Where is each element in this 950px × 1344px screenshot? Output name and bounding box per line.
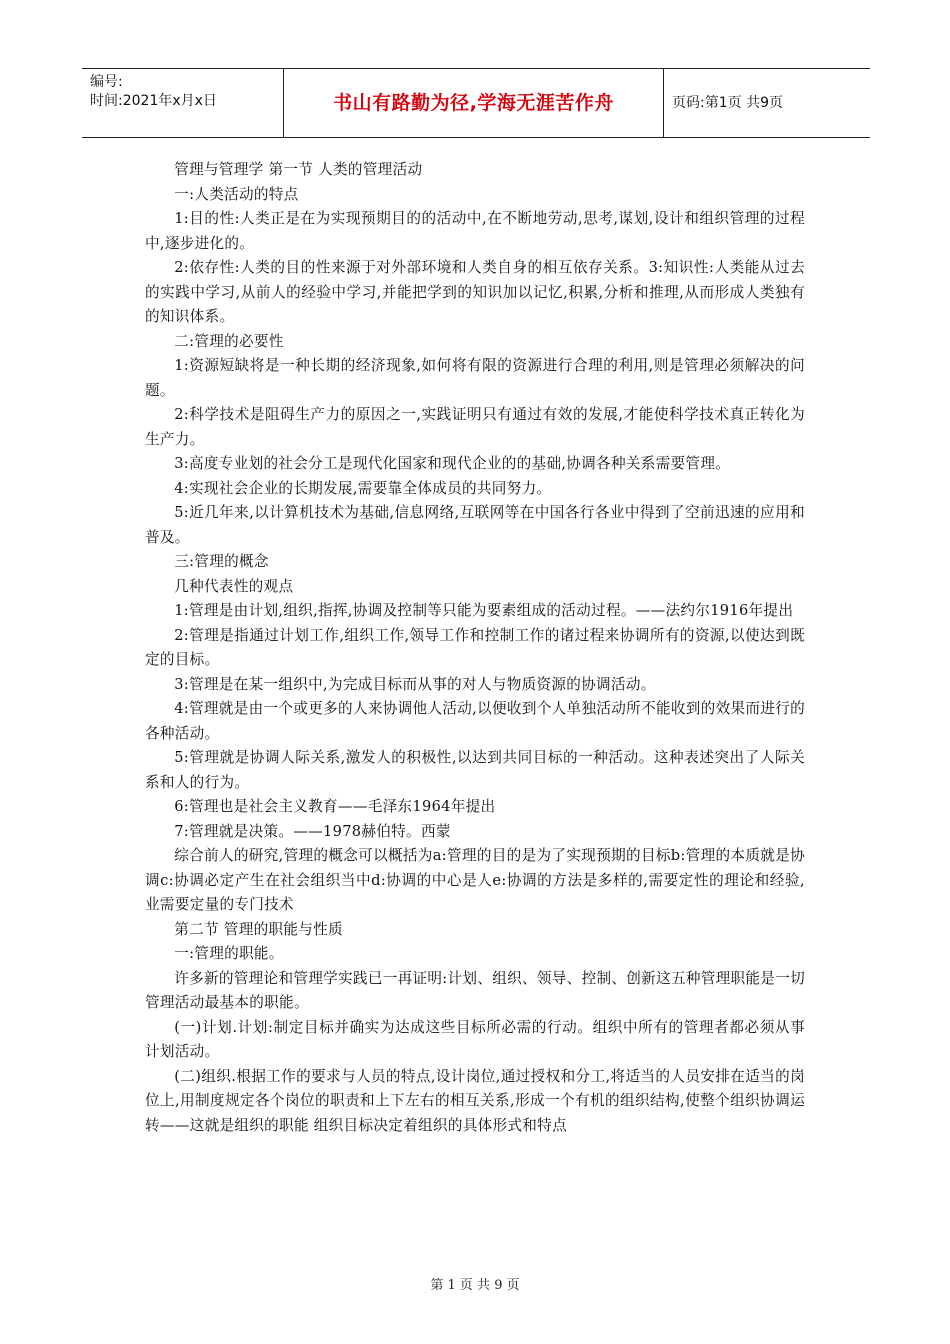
paragraph: 6:管理也是社会主义教育——毛泽东1964年提出 xyxy=(174,798,496,815)
subsection-heading: 三:管理的概念 xyxy=(174,553,269,570)
page-header xyxy=(82,68,870,138)
header-motto: 书山有路勤为径,学海无涯苦作舟 xyxy=(333,92,614,114)
subsection-heading: 一:管理的职能。 xyxy=(174,945,284,962)
document-number-label: 编号: xyxy=(90,74,123,90)
paragraph: 1:目的性:人类正是在为实现预期目的的活动中,在不断地劳动,思考,谋划,设计和组织管理的过程中,逐步进化的。 xyxy=(145,210,805,252)
paragraph: 5:管理就是协调人际关系,激发人的积极性,以达到共同目标的一种活动。这种表述突出了人际关系和人的行为。 xyxy=(145,749,805,791)
section-title: 管理与管理学 第一节 人类的管理活动 xyxy=(174,161,423,178)
document-date-label: 时间:2021年x月x日 xyxy=(90,93,217,109)
paragraph: 4:管理就是由一个或更多的人来协调他人活动,以便收到个人单独活动所不能收到的效果而进行的各种活动。 xyxy=(145,700,805,742)
paragraph: 7:管理就是决策。——1978赫伯特。西蒙 xyxy=(174,822,451,840)
page-footer: 第 1 页 共 9 页 xyxy=(430,1278,520,1293)
subsection-heading: 二:管理的必要性 xyxy=(174,332,284,350)
paragraph: 2:科学技术是阻碍生产力的原因之一,实践证明只有通过有效的发展,才能使科学技术真正转化为生产力。 xyxy=(145,406,805,448)
section-title: 第二节 管理的职能与性质 xyxy=(174,920,343,938)
paragraph: 1:管理是由计划,组织,指挥,协调及控制等只能为要素组成的活动过程。——法约尔1916年提出 xyxy=(174,602,794,619)
header-page-info: 页码:第1页 共9页 xyxy=(672,95,783,111)
paragraph: 1:资源短缺将是一种长期的经济现象,如何将有限的资源进行合理的利用,则是管理必须解决的问题。 xyxy=(145,357,805,399)
paragraph: 5:近几年来,以计算机技术为基础,信息网络,互联网等在中国各行各业中得到了空前迅速的应用和普及。 xyxy=(145,504,805,546)
header-meta xyxy=(82,69,283,137)
paragraph: 综合前人的研究,管理的概念可以概括为a:管理的目的是为了实现预期的目标b:管理的本质就是协调c:协调必定产生在社会组织当中d:协调的中心是人e:协调的方法是多样的,需要定性的理论和经验,业需要定量的专门技术 xyxy=(145,847,805,913)
paragraph: 几种代表性的观点 xyxy=(174,577,294,595)
subsection-heading: 一:人类活动的特点 xyxy=(174,185,299,203)
paragraph: 许多新的管理论和管理学实践已一再证明:计划、组织、领导、控制、创新这五种管理职能是一切管理活动最基本的职能。 xyxy=(145,969,805,1011)
paragraph: (一)计划.计划:制定目标并确实为达成这些目标所必需的行动。组织中所有的管理者都必须从事计划活动。 xyxy=(145,1018,805,1060)
paragraph: 3:高度专业划的社会分工是现代化国家和现代企业的的基础,协调各种关系需要管理。 xyxy=(174,455,731,472)
paragraph: 2:管理是指通过计划工作,组织工作,领导工作和控制工作的诸过程来协调所有的资源,以使达到既定的目标。 xyxy=(145,626,805,668)
paragraph: 3:管理是在某一组织中,为完成目标而从事的对人与物质资源的协调活动。 xyxy=(174,675,656,693)
paragraph: 4:实现社会企业的长期发展,需要靠全体成员的共同努力。 xyxy=(174,479,552,497)
paragraph: (二)组织.根据工作的要求与人员的特点,设计岗位,通过授权和分工,将适当的人员安排在适当的岗位上,用制度规定各个岗位的职责和上下左右的相互关系,形成一个有机的组织结构,使整个组织协调运转——这就是组织的职能 组织目标决定着组织的具体形式和特点 xyxy=(145,1067,805,1134)
document-body xyxy=(145,158,805,1138)
paragraph: 2:依存性:人类的目的性来源于对外部环境和人类自身的相互依存关系。3:知识性:人类能从过去的实践中学习,从前人的经验中学习,并能把学到的知识加以记忆,积累,分析和推理,从而形成人类独有的知识体系。 xyxy=(145,259,805,325)
